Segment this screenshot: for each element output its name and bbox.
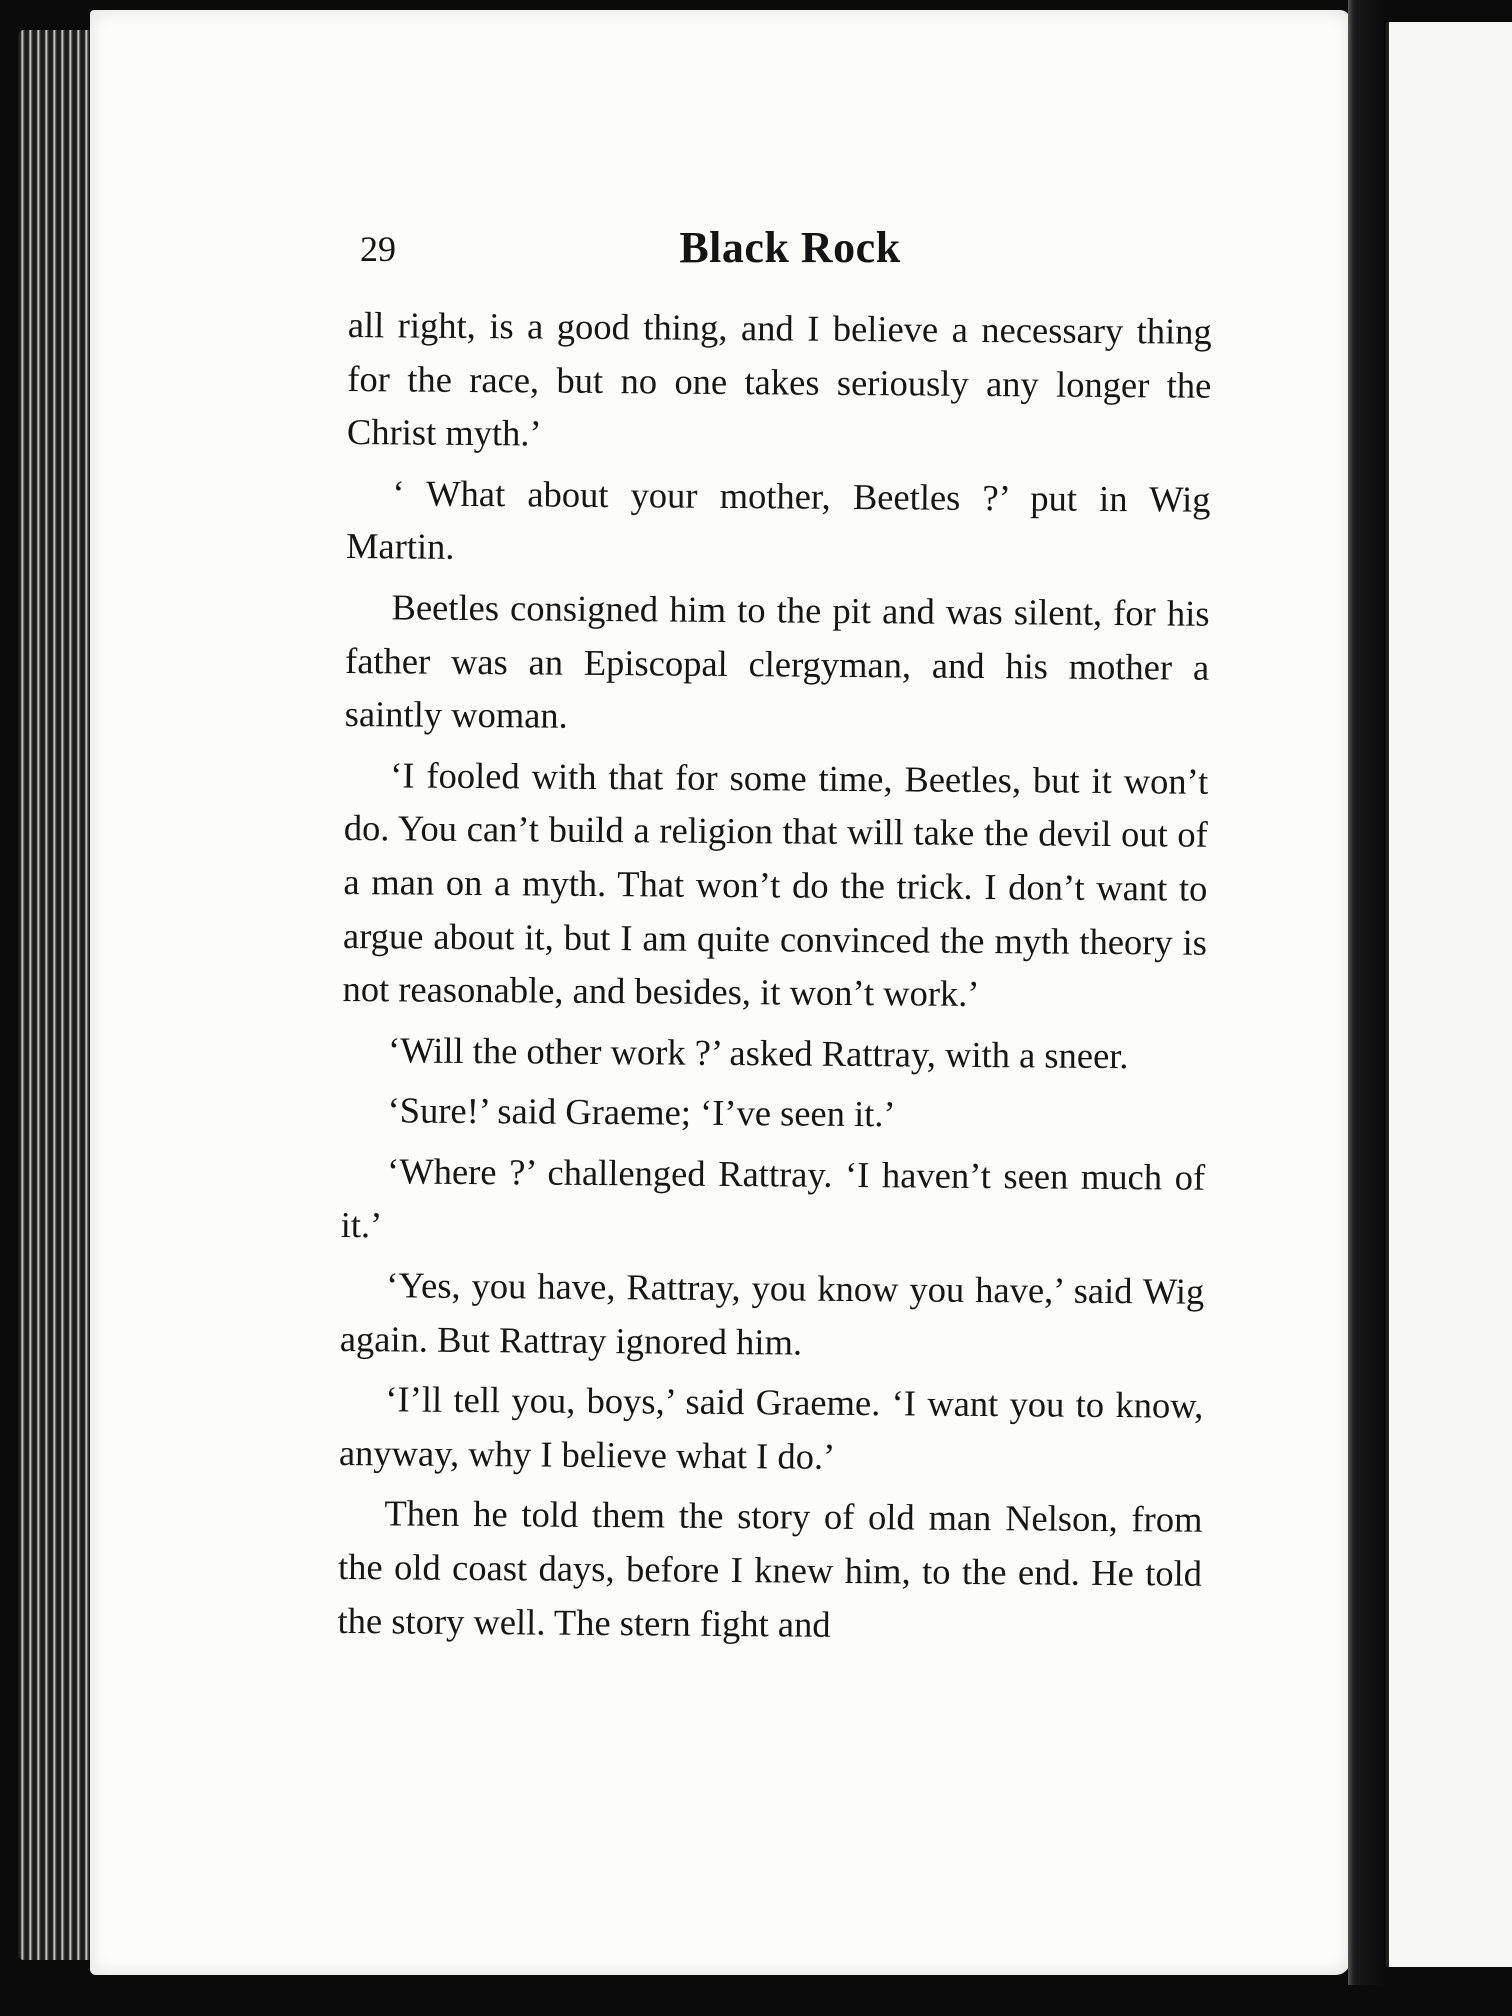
paragraph: all right, is a good thing, and I believe a necessary thing for the race, but no one takes seriously any longer the Christ myth.’ (346, 303, 1212, 454)
paragraph: ‘ What about your mother, Beetles ?’ put in Wig Martin. (345, 472, 1211, 568)
page-edges (18, 30, 98, 1960)
facing-page-edge (1386, 22, 1512, 1967)
book-title: Black Rock (679, 223, 901, 272)
page-gutter (1348, 0, 1386, 1985)
paragraph: Beetles consigned him to the pit and was silent, for his father was an Episcopal clergyman, and his mother a saintly woman. (344, 586, 1210, 736)
paragraph: ‘Yes, you have, Rattray, you know you have,’ said Wig again. But Rattray ignored him. (339, 1264, 1205, 1363)
paragraph: Then he told them the story of old man Nelson, from the old coast days, before I knew him, to the end. He told the story well. The stern fight and (337, 1492, 1203, 1645)
body-text (337, 298, 1212, 1661)
paragraph: ‘Will the other work ?’ asked Rattray, with a sneer. (387, 1029, 1129, 1076)
paragraph: ‘Sure!’ said Graeme; ‘I’ve seen it.’ (387, 1089, 896, 1135)
running-head (360, 222, 1220, 278)
page-number: 29 (360, 229, 396, 269)
paragraph: ‘I fooled with that for some time, Beetles, but it won’t do. You can’t build a religion that will take the devil out of a man on a myth. That won’t do the trick. I don’t want to argue about it, but I am quite convinced the myth theory is not reasonable, and besides, it won’t work.’ (342, 754, 1209, 1015)
paragraph: ‘Where ?’ challenged Rattray. ‘I haven’t seen much of it.’ (340, 1150, 1206, 1245)
paragraph: ‘I’ll tell you, boys,’ said Graeme. ‘I want you to know, anyway, why I believe what I do.’ (338, 1378, 1204, 1477)
